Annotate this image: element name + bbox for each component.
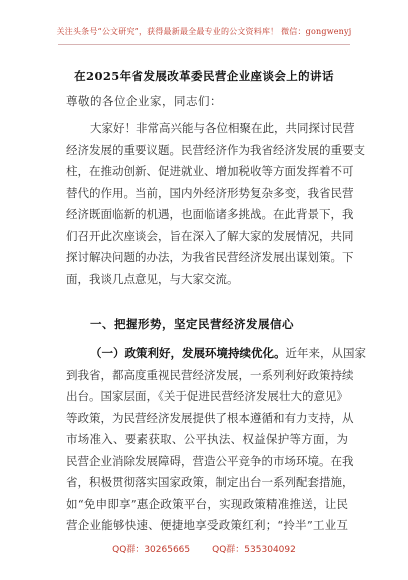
paragraph-line: 经济既面临新的机遇，也面临诸多挑战。在此背景下，我	[66, 207, 354, 221]
paragraph-line: 们召开此次座谈会，旨在深入了解大家的发展情况，共同	[66, 228, 354, 243]
paragraph-line: 民营企业消除发展障碍，营造公平竞争的市场环境。在我	[66, 453, 354, 468]
header-divider	[58, 44, 350, 45]
paragraph-line: 大家好！非常高兴能与各位相聚在此，共同探讨民营	[90, 121, 355, 135]
footer-qq-group-2: QQ群：535304092	[212, 545, 296, 555]
subsection-1-paragraph	[66, 343, 366, 537]
document-title: 在2025年省发展改革委民营企业座谈会上的讲话	[74, 69, 334, 83]
paragraph-line: 省，积极贯彻落实国家政策，制定出台一系列配套措施，	[66, 475, 354, 489]
greeting: 尊敬的各位企业家，同志们：	[66, 94, 222, 108]
paragraph-line: 营企业能够快速、便捷地享受政策红利；“拎半”工业互	[66, 518, 348, 532]
paragraph-line: 柱，在推动创新、促进就业、增加税收等方面发挥着不可	[66, 164, 354, 178]
paragraph-line: 经济发展的重要议题。民营经济作为我省经济发展的重要支	[66, 142, 365, 157]
header-promo-note: 关注头条号“公文研究”，获得最新最全最专业的公文资料库！ 微信：gongwenyj	[56, 27, 352, 36]
paragraph-line: 市场准入、要素获取、公平执法、权益保护等方面，为	[66, 432, 348, 446]
paragraph-line: 出台。国家层面，《关于促进民营经济发展壮大的意见》	[66, 389, 348, 403]
footer-qq-group-1: QQ群：30265665	[112, 545, 191, 555]
paragraph-line: 面，我谈几点意见，与大家交流。	[66, 271, 239, 286]
paragraph-line: 到我省，都高度重视民营经济发展，一系列利好政策持续	[66, 367, 354, 382]
paragraph-line: 如“免申即享”惠企政策平台，实现政策精准推送，让民	[66, 496, 348, 511]
paragraph-line: 替代的作用。当前，国内外经济形势复杂多变，我省民营	[66, 185, 354, 200]
footer-contact	[0, 542, 408, 555]
section-heading-1: 一、把握形势，坚定民营经济发展信心	[90, 317, 294, 331]
subsection-1-heading: （一）政策利好，发展环境持续优化。	[90, 346, 286, 360]
paragraph-line: 探讨解决问题的办法，为我省民营经济发展出谋划策。下	[66, 250, 354, 264]
paragraph-line	[66, 343, 366, 365]
intro-paragraph	[66, 118, 365, 290]
paragraph-line: 等政策，为民营经济发展提供了根本遵循和有力支持，从	[66, 410, 354, 425]
subsection-1-first-line-tail: 近年来，从国家	[285, 346, 366, 360]
